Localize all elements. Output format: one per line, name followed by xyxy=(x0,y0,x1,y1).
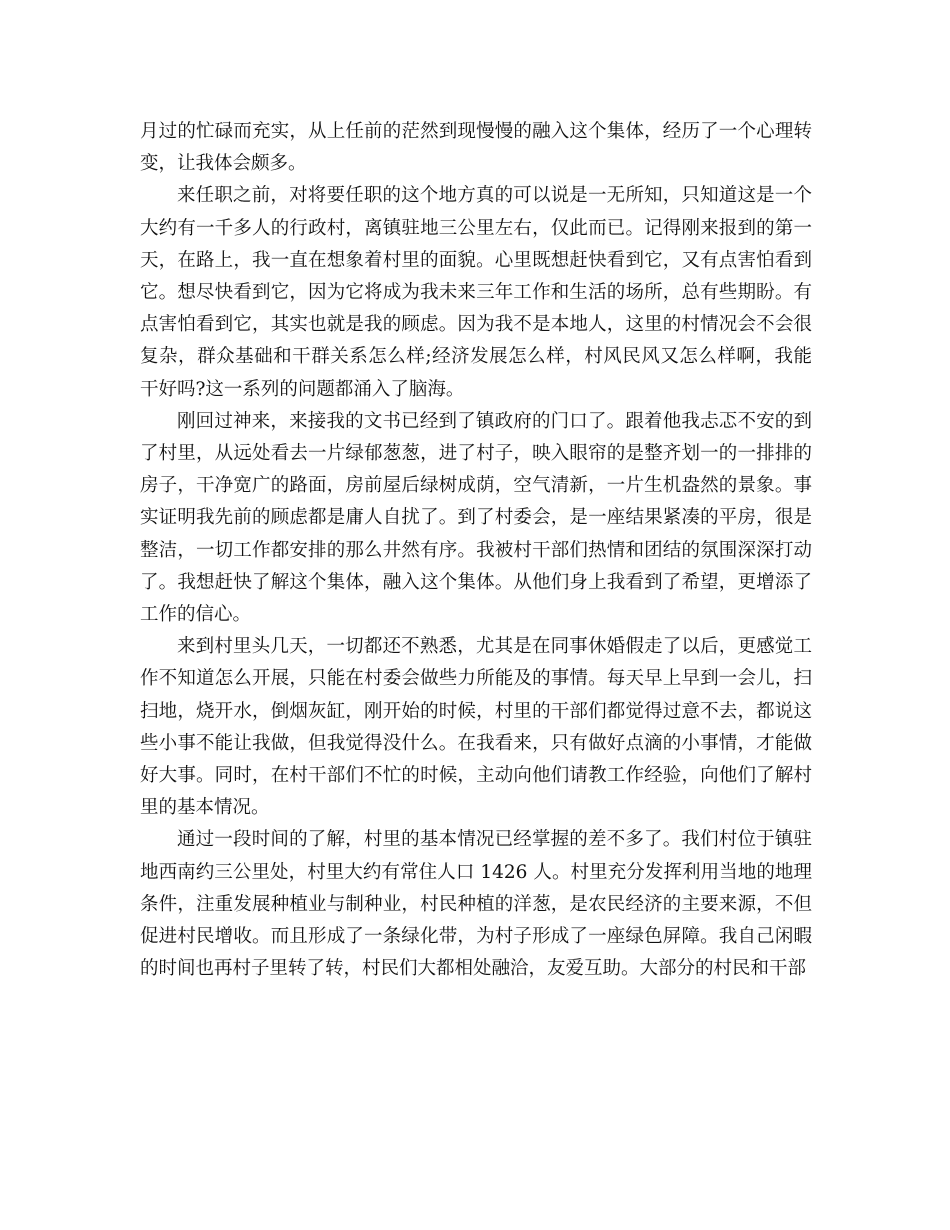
paragraph-village-info: 通过一段时间的了解，村里的基本情况已经掌握的差不多了。我们村位于镇驻地西南约三公里处，村里大约有常住人口 1426 人。村里充分发挥利用当地的地理条件，注重发展种植业与制种业，村民种植的洋葱，是农民经济的主要来源，不但促进村民增收。而且形成了一条绿化带，为村子形成了一座绿色屏障。我自己闲暇的时间也再村子里转了转，村民们大都相处融洽，友爱互助。大部分的村民和干部 xyxy=(140,829,812,980)
paragraph-before-arrival: 来任职之前，对将要任职的这个地方真的可以说是一无所知，只知道这是一个大约有一千多人的行政村，离镇驻地三公里左右，仅此而已。记得刚来报到的第一天，在路上，我一直在想象着村里的面貌。心里既想赶快看到它，又有点害怕看到它。想尽快看到它，因为它将成为我未来三年工作和生活的场所，总有些期盼。有点害怕看到它，其实也就是我的顾虑。因为我不是本地人，这里的村情况会不会很复杂，群众基础和干群关系怎么样;经济发展怎么样，村风民风又怎么样啊，我能干好吗?这一系列的问题都涌入了脑海。 xyxy=(140,185,812,400)
paragraph-first-days: 来到村里头几天，一切都还不熟悉，尤其是在同事休婚假走了以后，更感觉工作不知道怎么开展，只能在村委会做些力所能及的事情。每天早上早到一会儿，扫扫地，烧开水，倒烟灰缸，刚开始的时候，村里的干部们都觉得过意不去，都说这些小事不能让我做，但我觉得没什么。在我看来，只有做好点滴的小事情，才能做好大事。同时，在村干部们不忙的时候，主动向他们请教工作经验，向他们了解村里的基本情况。 xyxy=(140,636,812,819)
document-body xyxy=(140,116,812,985)
paragraph-arrival: 刚回过神来，来接我的文书已经到了镇政府的门口了。跟着他我忐忑不安的到了村里，从远处看去一片绿郁葱葱，进了村子，映入眼帘的是整齐划一的一排排的房子，干净宽广的路面，房前屋后绿树成荫，空气清新，一片生机盎然的景象。事实证明我先前的顾虑都是庸人自扰了。到了村委会，是一座结果紧凑的平房，很是整洁，一切工作都安排的那么井然有序。我被村干部们热情和团结的氛围深深打动了。我想赶快了解这个集体，融入这个集体。从他们身上我看到了希望，更增添了工作的信心。 xyxy=(140,410,812,626)
paragraph-continuation: 月过的忙碌而充实，从上任前的茫然到现慢慢的融入这个集体，经历了一个心理转变，让我体会颇多。 xyxy=(140,121,812,175)
